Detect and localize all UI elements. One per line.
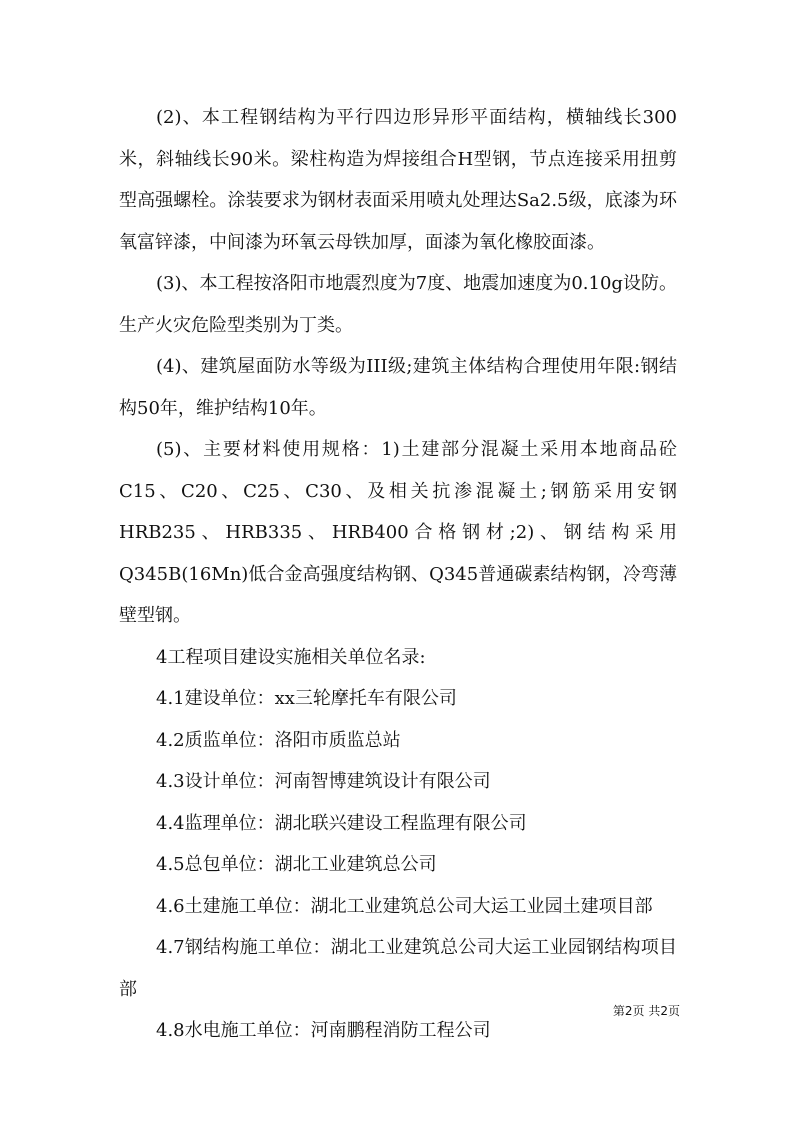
paragraph-waterproof: (4)、建筑屋面防水等级为III级;建筑主体结构合理使用年限:钢结构50年，维护结构10年。 [119,356,677,419]
list-item-quality-unit: 4.2质监单位：洛阳市质监总站 [156,729,401,751]
list-item-construction-unit: 4.1建设单位：xx三轮摩托车有限公司 [156,688,457,709]
list-item-supervision-unit: 4.4监理单位：湖北联兴建设工程监理有限公司 [156,812,527,834]
list-item-steel-contractor: 4.7钢结构施工单位：湖北工业建筑总公司大运工业园钢结构项目部 [119,937,677,1000]
list-item-civil-contractor: 4.6土建施工单位：湖北工业建筑总公司大运工业园土建项目部 [156,895,653,917]
document-body [119,97,677,1052]
paragraph-materials: (5)、主要材料使用规格：1)土建部分混凝土采用本地商品砼C15、C20、C25、C30、及相关抗渗混凝土;钢筋采用安钢HRB235、HRB335、HRB400合格钢材;2)、钢结构采用Q345B(16Mn)低合金高强度结构钢、Q345普通碳素结构钢，冷弯薄壁型钢。 [119,439,677,626]
paragraph-steel-structure: (2)、本工程钢结构为平行四边形异形平面结构，横轴线长300米，斜轴线长90米。梁柱构造为焊接组合H型钢，节点连接采用扭剪型高强螺栓。涂装要求为钢材表面采用喷丸处理达Sa2.5级，底漆为环氧富锌漆，中间漆为环氧云母铁加厚，面漆为氧化橡胶面漆。 [119,107,677,253]
section-heading-units: 4工程项目建设实施相关单位名录: [156,646,426,668]
list-item-mep-contractor: 4.8水电施工单位：河南鹏程消防工程公司 [156,1020,491,1041]
page-number-footer: 第2页 共2页 [612,1004,680,1018]
paragraph-seismic: (3)、本工程按洛阳市地震烈度为7度、地震加速度为0.10g设防。生产火灾危险型类别为丁类。 [119,273,677,336]
list-item-general-contractor: 4.5总包单位：湖北工业建筑总公司 [156,854,437,875]
list-item-design-unit: 4.3设计单位：河南智博建筑设计有限公司 [156,771,491,792]
